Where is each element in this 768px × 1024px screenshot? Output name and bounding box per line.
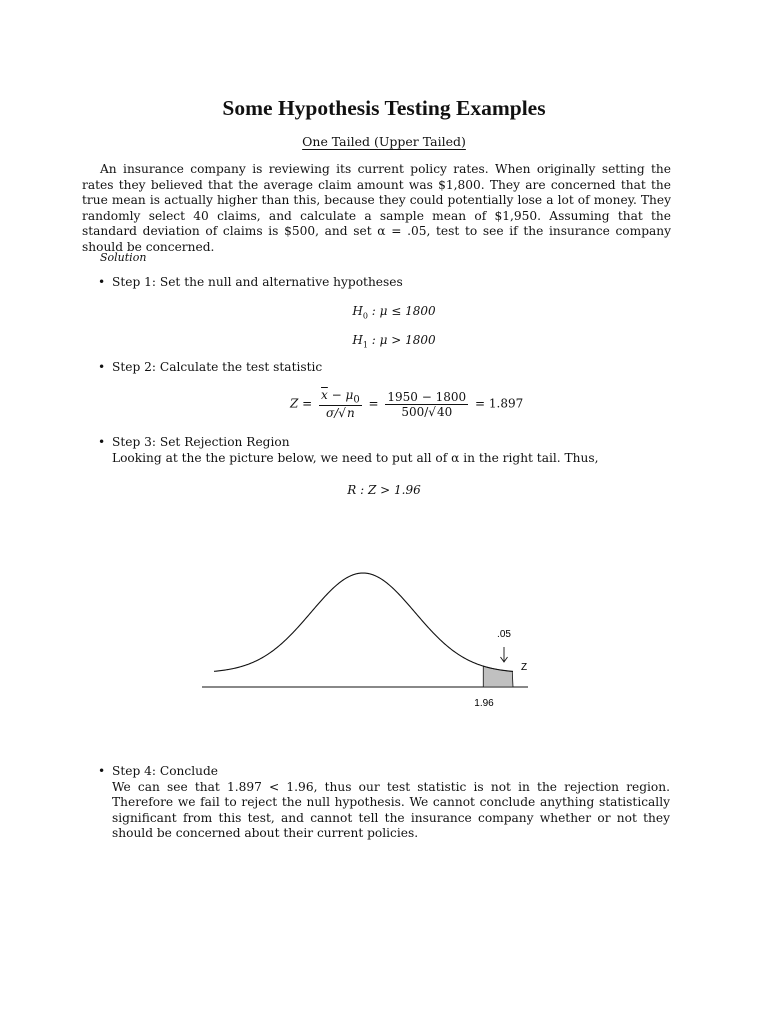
- rejection-region: R : Z > 1.96: [347, 483, 421, 497]
- subtitle-text: One Tailed (Upper Tailed): [302, 134, 466, 149]
- critical-value-label: 1.96: [474, 698, 494, 709]
- step-3-heading: Step 3: Set Rejection Region: [112, 435, 290, 449]
- page-title: Some Hypothesis Testing Examples: [222, 96, 546, 120]
- step-2-heading: Step 2: Calculate the test statistic: [112, 360, 323, 374]
- null-hypothesis: $H_0$ : μ ≤ 1800: [352, 304, 436, 321]
- problem-statement: An insurance company is reviewing its current policy rates. When originally setting the rates they believed that the average claim amount was $1,800. They are concerned that the true mean is actually higher than this, because they could potentially lose a lot of money. They randomly select 40 claims, and calculate a sample mean of $1,950. Assuming that the standard deviation of claims is $500, and set α = .05, test to see if the insurance company should be concerned.: [82, 162, 671, 254]
- bullet-icon: •: [98, 764, 106, 778]
- alpha-label: .05: [497, 629, 511, 640]
- step-3: [98, 435, 670, 466]
- step-1: [98, 275, 670, 291]
- step-3-text: Looking at the the picture below, we need to put all of α in the right tail. Thus,: [112, 450, 599, 465]
- axis-label: Z: [521, 662, 528, 673]
- alternative-hypothesis: $H_1$ : μ > 1800: [352, 333, 436, 350]
- step-4-heading: Step 4: Conclude: [112, 764, 218, 778]
- bullet-icon: •: [98, 360, 106, 374]
- bell-curve: [214, 573, 513, 671]
- step-4: [98, 764, 670, 842]
- step-2: [98, 360, 670, 376]
- bullet-icon: •: [98, 275, 106, 289]
- solution-label: Solution: [100, 251, 147, 264]
- test-statistic-equation: Z = $\frac{\overline{x} - \mu_0}{\sigma/√n}$ = $\frac{1950 - 1800}{500/√40}$ = 1.897: [290, 388, 524, 421]
- step-4-text: We can see that 1.897 < 1.96, thus our test statistic is not in the rejection region. Therefore we fail to reject the null hypothesis. We cannot conclude anything statistically significant from this test, and cannot tell the insurance company whether or not they should be concerned about their current policies.: [112, 779, 670, 841]
- bullet-icon: •: [98, 435, 106, 449]
- section-subtitle: [0, 134, 768, 149]
- normal-curve-figure: [190, 560, 540, 720]
- step-1-heading: Step 1: Set the null and alternative hypotheses: [112, 275, 403, 289]
